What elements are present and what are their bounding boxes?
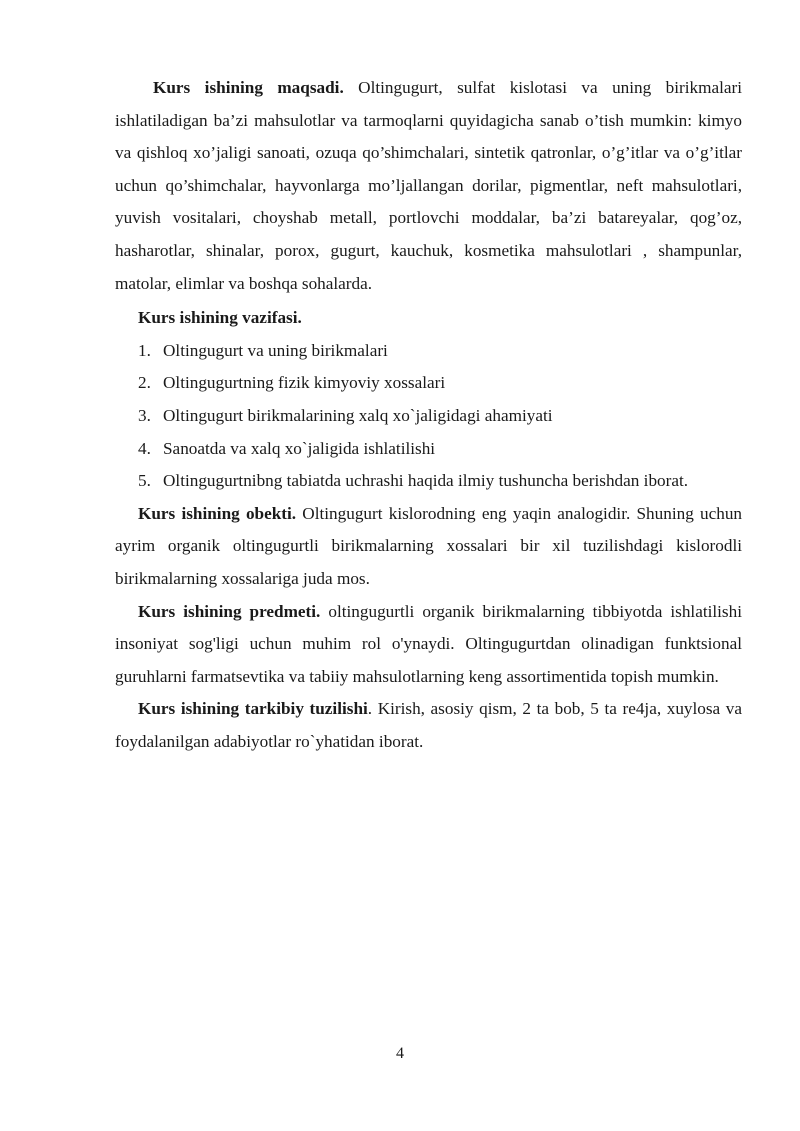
obekt-label: Kurs ishining obekti. — [138, 503, 297, 523]
list-item — [115, 335, 742, 368]
paragraph-predmet — [115, 596, 742, 694]
maqsad-text: Oltingugurt, sulfat kislotasi va uning birikmalari ishlatiladigan ba’zi mahsulotlar va tarmoqlarni quyidagicha sanab o’tish mumkin: kimyo va qishloq xo’jaligi sanoati, ozuqa qo’shimchalari, sintetik qatronlar, o’g’itlar va o’g’itlar uchun qo’shimchalar, hayvonlarga mo’ljallangan dorilar, pigmentlar, neft mahsulotlari, yuvish vositalari, choyshab metall, portlovchi moddalar, ba’zi batareyalar, qog’oz, hasharotlar, shinalar, porox, gugurt, kauchuk, kosmetika mahsulotlari , shampunlar, matolar, elimlar va boshqa sohalarda. — [115, 78, 743, 293]
predmet-text: oltingugurtli organik birikmalarning tibbiyotda ishlatilishi insoniyat sog'ligi uchun muhim rol o'ynaydi. Oltingugurtdan olinadigan funktsional guruhlarni farmatsevtika va tabiiy mahsulotlarning keng assortimentida topish mumkin. — [115, 601, 742, 686]
list-item-number: 3. — [138, 405, 151, 425]
list-item-text: Oltingugurt va uning birikmalari — [163, 340, 388, 360]
list-item-text: Oltingugurtning fizik kimyoviy xossalari — [163, 373, 446, 393]
obekt-text: Oltingugurt kislorodning eng yaqin analogidir. Shuning uchun ayrim organik oltingugurtli birikmalarning xossalari bir xil tuzilishdagi kislorodli birikmalarning xossalariga juda mos. — [115, 503, 743, 588]
paragraph-maqsad — [115, 72, 742, 300]
list-item — [115, 465, 742, 498]
paragraph-tarkib — [115, 693, 742, 758]
paragraph-obekt — [115, 498, 742, 596]
vazifa-list — [115, 335, 742, 498]
tarkib-text: . Kirish, asosiy qism, 2 ta bob, 5 ta re4ja, xuylosa va foydalanilgan adabiyotlar ro`yhatidan iborat. — [115, 699, 743, 751]
list-item-number: 4. — [138, 438, 151, 458]
list-item-text: Sanoatda va xalq xo`jaligida ishlatilishi — [163, 438, 436, 458]
page-number: 4 — [396, 1045, 404, 1062]
tarkib-label: Kurs ishining tarkibiy tuzilishi — [138, 699, 368, 719]
list-item-number: 5. — [138, 471, 151, 491]
list-item — [115, 367, 742, 400]
maqsad-label: Kurs ishining maqsadi. — [153, 78, 344, 97]
document-page — [115, 72, 742, 758]
list-item-number: 1. — [138, 340, 151, 360]
predmet-label: Kurs ishining predmeti. — [138, 601, 321, 621]
list-item-number: 2. — [138, 373, 151, 393]
list-item — [115, 400, 742, 433]
vazifa-heading: Kurs ishining vazifasi. — [138, 308, 302, 328]
list-item — [115, 433, 742, 466]
list-item-text: Oltingugurtnibng tabiatda uchrashi haqida ilmiy tushuncha berishdan iborat. — [163, 471, 689, 491]
list-item-text: Oltingugurt birikmalarining xalq xo`jaligidagi ahamiyati — [163, 405, 553, 425]
